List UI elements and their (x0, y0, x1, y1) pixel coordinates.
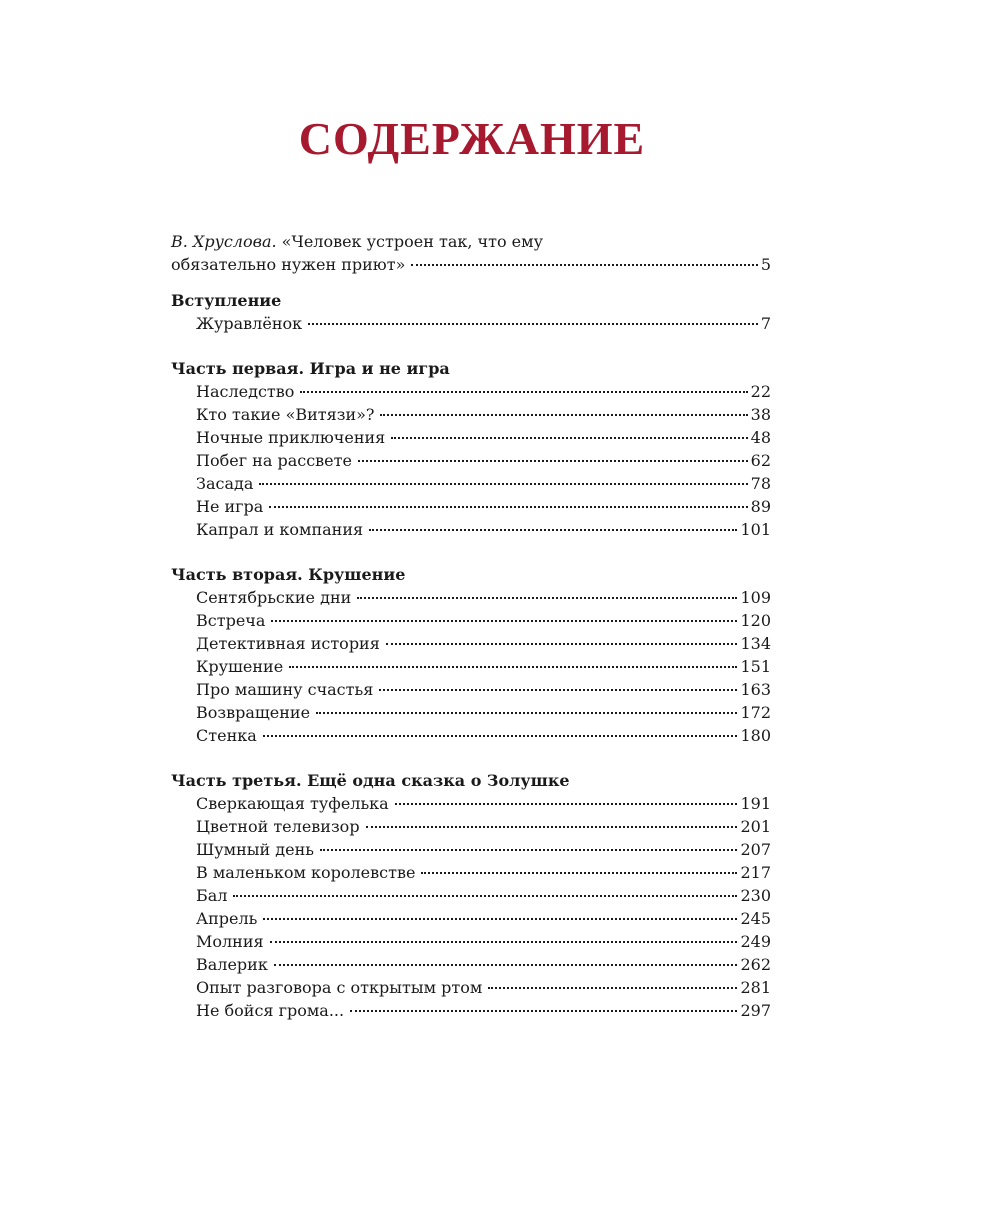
page-number: 101 (740, 520, 771, 539)
page-number: 207 (740, 840, 771, 859)
section-heading: Часть первая. Игра и не игра (171, 359, 450, 378)
dot-leader (357, 596, 737, 599)
page-number: 163 (740, 680, 771, 699)
toc-entry (171, 495, 771, 518)
page-number: 5 (760, 255, 771, 274)
toc-section (171, 357, 771, 541)
page-number: 172 (740, 703, 771, 722)
dot-leader (350, 1009, 737, 1012)
dot-leader (233, 894, 737, 897)
toc-entry (171, 907, 771, 930)
page-number: 134 (740, 634, 771, 653)
entry-title: Про машину счастья (196, 680, 374, 699)
dot-leader (379, 688, 737, 691)
section-heading: Вступление (171, 291, 282, 310)
toc-entry (171, 312, 771, 335)
toc-entry (171, 449, 771, 472)
page-title: СОДЕРЖАНИЕ (298, 113, 646, 164)
dot-leader (263, 734, 738, 737)
entry-title: Возвращение (196, 703, 311, 722)
dot-leader (488, 986, 737, 989)
toc-entry (171, 792, 771, 815)
dot-leader (366, 825, 738, 828)
toc-intro (171, 230, 771, 276)
dot-leader (421, 871, 737, 874)
dot-leader (320, 848, 737, 851)
toc-entry (171, 253, 771, 276)
dot-leader (395, 802, 738, 805)
dot-leader (316, 711, 737, 714)
toc-entry (171, 838, 771, 861)
page-number: 262 (740, 955, 771, 974)
dot-leader (386, 642, 738, 645)
dot-leader (358, 459, 748, 462)
entry-title: Засада (196, 474, 254, 493)
entry-title: Не бойся грома... (196, 1001, 345, 1020)
page-number: 297 (740, 1001, 771, 1020)
toc-entry (171, 884, 771, 907)
dot-leader (259, 482, 747, 485)
toc-entry (171, 426, 771, 449)
entry-title: Стенка (196, 726, 257, 745)
toc-entry (171, 678, 771, 701)
dot-leader (274, 963, 738, 966)
page-number: 38 (750, 405, 771, 424)
entry-title: Ночные приключения (196, 428, 386, 447)
entry-title: Детективная история (196, 634, 380, 653)
entry-title: Апрель (196, 909, 258, 928)
section-heading: Часть вторая. Крушение (171, 565, 406, 584)
page-number: 230 (740, 886, 771, 905)
section-heading: Часть третья. Ещё одна сказка о Золушке (171, 771, 570, 790)
toc-entry (171, 861, 771, 884)
toc-entry (171, 518, 771, 541)
page-number: 48 (750, 428, 771, 447)
toc-section (171, 769, 771, 1022)
page-number: 62 (750, 451, 771, 470)
toc-entry (171, 953, 771, 976)
page-number: 22 (750, 382, 771, 401)
entry-title: Сверкающая туфелька (196, 794, 389, 813)
toc-entry (171, 586, 771, 609)
dot-leader (308, 322, 758, 325)
entry-title: Не игра (196, 497, 264, 516)
toc-entry (171, 724, 771, 747)
dot-leader (270, 940, 738, 943)
dot-leader (300, 390, 747, 393)
page-number: 7 (760, 314, 771, 333)
dot-leader (269, 505, 747, 508)
toc-entry (171, 976, 771, 999)
entry-title: Молния (196, 932, 264, 951)
toc-entry (171, 609, 771, 632)
toc-sections (171, 289, 771, 1022)
entry-title: В маленьком королевстве (196, 863, 416, 882)
entry-title: Побег на рассвете (196, 451, 352, 470)
toc-entry (171, 655, 771, 678)
page-number: 151 (740, 657, 771, 676)
dot-leader (391, 436, 747, 439)
entry-title: Наследство (196, 382, 295, 401)
entry-title: Шумный день (196, 840, 314, 859)
dot-leader (263, 917, 737, 920)
page-number: 89 (750, 497, 771, 516)
toc-entry (171, 701, 771, 724)
toc-entry (171, 815, 771, 838)
toc-entry (171, 472, 771, 495)
intro-author: В. Хруслова. (171, 232, 277, 251)
page-number: 180 (740, 726, 771, 745)
table-of-contents (171, 230, 771, 1022)
page-number: 109 (740, 588, 771, 607)
page-number: 191 (740, 794, 771, 813)
intro-title-line1: «Человек устроен так, что ему (281, 232, 543, 251)
entry-title: Бал (196, 886, 228, 905)
page-number: 249 (740, 932, 771, 951)
toc-entry (171, 403, 771, 426)
page-number: 201 (740, 817, 771, 836)
toc-entry (171, 380, 771, 403)
toc-entry (171, 930, 771, 953)
entry-title: Валерик (196, 955, 268, 974)
entry-title: Крушение (196, 657, 284, 676)
dot-leader (380, 413, 747, 416)
dot-leader (289, 665, 737, 668)
entry-title: Кто такие «Витязи»? (196, 405, 375, 424)
toc-entry (171, 999, 771, 1022)
intro-title-line2: обязательно нужен приют» (171, 255, 406, 274)
page-number: 78 (750, 474, 771, 493)
entry-title: Цветной телевизор (196, 817, 360, 836)
entry-title: Журавлёнок (196, 314, 303, 333)
dot-leader (271, 619, 737, 622)
page-number: 120 (740, 611, 771, 630)
page-number: 245 (740, 909, 771, 928)
entry-title: Капрал и компания (196, 520, 364, 539)
toc-section (171, 563, 771, 747)
page-number: 281 (740, 978, 771, 997)
entry-title: Опыт разговора с открытым ртом (196, 978, 483, 997)
entry-title: Встреча (196, 611, 266, 630)
toc-entry (171, 632, 771, 655)
toc-section (171, 289, 771, 335)
entry-title: Сентябрьские дни (196, 588, 352, 607)
dot-leader (369, 528, 737, 531)
page-number: 217 (740, 863, 771, 882)
dot-leader (411, 263, 757, 266)
